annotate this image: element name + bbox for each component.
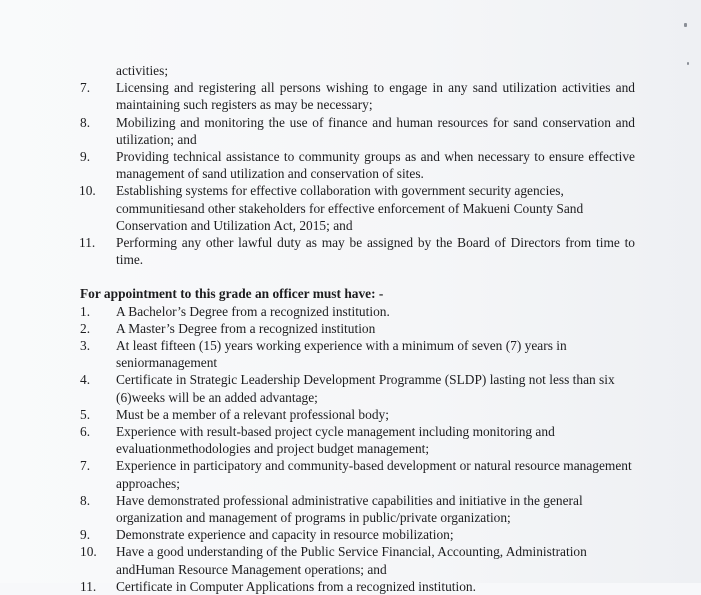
document-body (80, 62, 635, 595)
list-number: 2. (80, 320, 91, 336)
list-item (80, 457, 635, 491)
list-text: A Bachelor’s Degree from a recognized institution. (116, 303, 390, 319)
list-text: Have a good understanding of the Public Service Financial, Accounting, Administration andHuman Resource Management operations; and (116, 544, 587, 577)
list-number: 11. (79, 235, 96, 251)
list-text: Experience with result-based project cycle management including monitoring and evaluationmethodologies and project budget management; (116, 424, 555, 457)
list-item (80, 337, 635, 371)
list-item (80, 543, 635, 577)
list-item (80, 526, 635, 543)
list-item (80, 578, 635, 595)
list-text: Establishing systems for effective collaboration with government security agencies, communitiesand other stakeholders for effective enforcement of Makueni County Sand Conservation and Utilization Act, 2015; and (116, 183, 584, 233)
list-number: 1. (80, 303, 91, 319)
list-item (80, 182, 635, 234)
list-number: 11. (80, 578, 97, 594)
duties-list (80, 79, 635, 268)
scan-speck (684, 23, 687, 27)
list-text: Mobilizing and monitoring the use of finance and human resources for sand conservation and utilization; and (116, 114, 635, 147)
list-number: 10. (79, 183, 96, 199)
list-text: Providing technical assistance to community groups as and when necessary to ensure effective management of sand utilization and conservation of sites. (116, 149, 635, 182)
list-number: 7. (80, 80, 91, 96)
list-item (80, 148, 635, 182)
requirements-heading: For appointment to this grade an officer must have: - (80, 286, 384, 302)
list-text: Licensing and registering all persons wishing to engage in any sand utilization activities and maintaining such registers as may be necessary; (116, 80, 635, 113)
list-item (80, 320, 635, 337)
list-item (80, 406, 635, 423)
list-item (80, 423, 635, 457)
list-text: Have demonstrated professional administrative capabilities and initiative in the general organization and management of programs in public/private organization; (116, 492, 583, 526)
list-text: Certificate in Computer Applications from a recognized institution. (116, 578, 476, 594)
list-text: Must be a member of a relevant professional body; (116, 406, 389, 422)
list-text: Performing any other lawful duty as may be assigned by the Board of Directors from time to time. (116, 235, 635, 268)
list-number: 9. (80, 149, 91, 165)
list-number: 8. (80, 492, 91, 508)
scan-speck (687, 62, 689, 65)
list-text: Demonstrate experience and capacity in resource mobilization; (116, 527, 454, 543)
list-number: 6. (80, 424, 91, 440)
list-item (80, 371, 635, 405)
list-text: Certificate in Strategic Leadership Development Programme (SLDP) lasting not less than six (6)weeks will be an added advantage; (116, 372, 615, 405)
list-item (80, 492, 635, 526)
list-number: 9. (80, 527, 91, 543)
list-number: 5. (80, 406, 91, 422)
list-number: 7. (80, 458, 91, 474)
duties-continuation: activities; (116, 63, 169, 78)
list-item (80, 114, 635, 148)
requirements-list (80, 303, 635, 595)
list-number: 8. (80, 114, 91, 130)
list-item (80, 79, 635, 113)
list-text: A Master’s Degree from a recognized institution (116, 320, 376, 336)
list-number: 10. (80, 544, 97, 560)
list-text: Experience in participatory and community-based development or natural resource management approaches; (116, 458, 632, 491)
list-text: At least fifteen (15) years working experience with a minimum of seven (7) years in seniormanagement (116, 338, 567, 371)
list-number: 4. (80, 372, 91, 388)
list-item (80, 303, 635, 320)
list-number: 3. (80, 338, 91, 354)
list-item (80, 234, 635, 268)
